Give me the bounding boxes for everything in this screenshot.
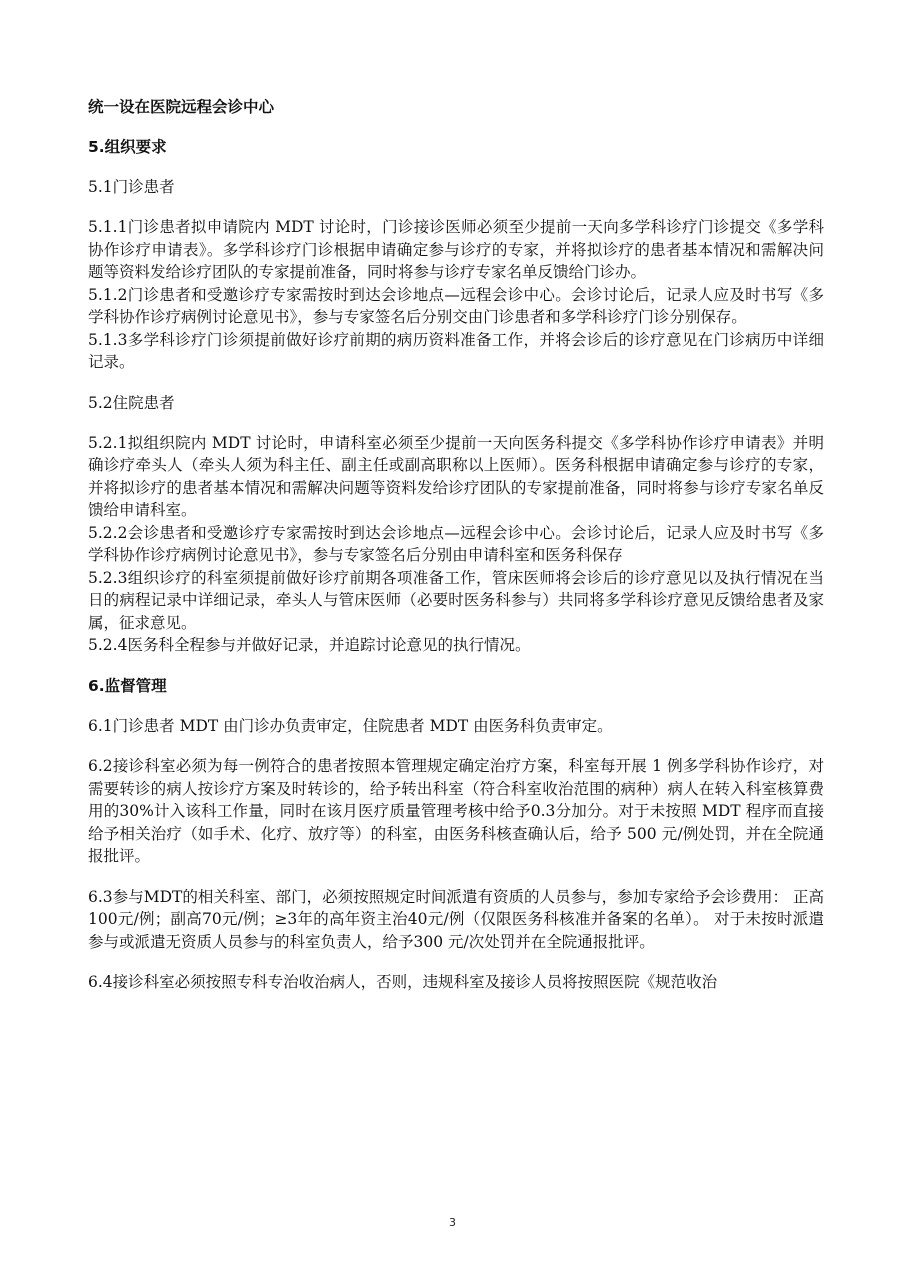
para-5-1-3: 5.1.3多学科诊疗门诊须提前做好诊疗前期的病历资料准备工作，并将会诊后的诊疗意见在门诊病历中详细记录。 <box>88 330 824 371</box>
page-number: 3 <box>449 1216 456 1229</box>
intro-heading: 统一设在医院远程会诊中心 <box>88 98 275 116</box>
section-5-1-title: 5.1门诊患者 <box>88 178 175 196</box>
section-5-2-title: 5.2住院患者 <box>88 393 175 412</box>
section-5-title: 5.组织要求 <box>88 138 167 156</box>
document-page <box>88 96 824 994</box>
para-5-2-4: 5.2.4医务科全程参与并做好记录，并追踪讨论意见的执行情况。 <box>88 636 531 654</box>
section-6-title: 6.监督管理 <box>88 676 167 695</box>
para-5-1-1: 5.1.1门诊患者拟申请院内 MDT 讨论时，门诊接诊医师必须至少提前一天向多学科诊疗门诊提交《多学科协作诊疗申请表》。多学科诊疗门诊根据申请确定参与诊疗的专家，并将拟诊疗的患者基本情况和需解决问题等资料发给诊疗团队的专家提前准备，同时将参与诊疗专家名单反馈给门诊办。 <box>88 218 824 281</box>
para-6-2: 6.2接诊科室必须为每一例符合的患者按照本管理规定确定治疗方案，科室每开展 1 例多学科协作诊疗，对需要转诊的病人按诊疗方案及时转诊的，给予转出科室（符合科室收治范围的病种）病人在转入科室核算费用的30%计入该科工作量，同时在该月医疗质量管理考核中给予0.3分加分。对于未按照 MDT 程序而直接给予相关治疗（如手术、化疗、放疗等）的科室，由医务科核查确认后，给予 500 元/例处罚，并在全院通报批评。 <box>88 757 824 865</box>
para-5-2-3: 5.2.3组织诊疗的科室须提前做好诊疗前期各项准备工作，管床医师将会诊后的诊疗意见以及执行情况在当日的病程记录中详细记录，牵头人与管床医师（必要时医务科参与）共同将多学科诊疗意见反馈给患者及家属，征求意见。 <box>88 568 824 632</box>
para-5-2-1: 5.2.1拟组织院内 MDT 讨论时，申请科室必须至少提前一天向医务科提交《多学科协作诊疗申请表》并明确诊疗牵头人（牵头人须为科主任、副主任或副高职称以上医师）。医务科根据申请确定参与诊疗的专家，并将拟诊疗的患者基本情况和需解决问题等资料发给诊疗团队的专家提前准备，同时将参与诊疗专家名单反馈给申请科室。 <box>88 433 824 519</box>
para-5-1-2: 5.1.2门诊患者和受邀诊疗专家需按时到达会诊地点—远程会诊中心。会诊讨论后，记录人应及时书写《多学科协作诊疗病例讨论意见书》，参与专家签名后分别交由门诊患者和多学科诊疗门诊分别保存。 <box>88 285 824 326</box>
para-5-2-2: 5.2.2会诊患者和受邀诊疗专家需按时到达会诊地点—远程会诊中心。会诊讨论后，记录人应及时书写《多学科协作诊疗病例讨论意见书》，参与专家签名后分别由申请科室和医务科保存 <box>88 523 824 564</box>
para-6-3: 6.3参与MDT的相关科室、部门，必须按照规定时间派遣有资质的人员参与，参加专家给予会诊费用： 正高100元/例；副高70元/例；≥3年的高年资主治40元/例（仅限医务科核准并备案的名单）。 对于未按时派遣参与或派遣无资质人员参与的科室负责人，给予300 元/次处罚并在全院通报批评。 <box>88 887 824 951</box>
para-6-4: 6.4接诊科室必须按照专科专治收治病人，否则，违规科室及接诊人员将按照医院《规范收治 <box>88 973 718 991</box>
para-6-1: 6.1门诊患者 MDT 由门诊办负责审定，住院患者 MDT 由医务科负责审定。 <box>88 716 613 735</box>
